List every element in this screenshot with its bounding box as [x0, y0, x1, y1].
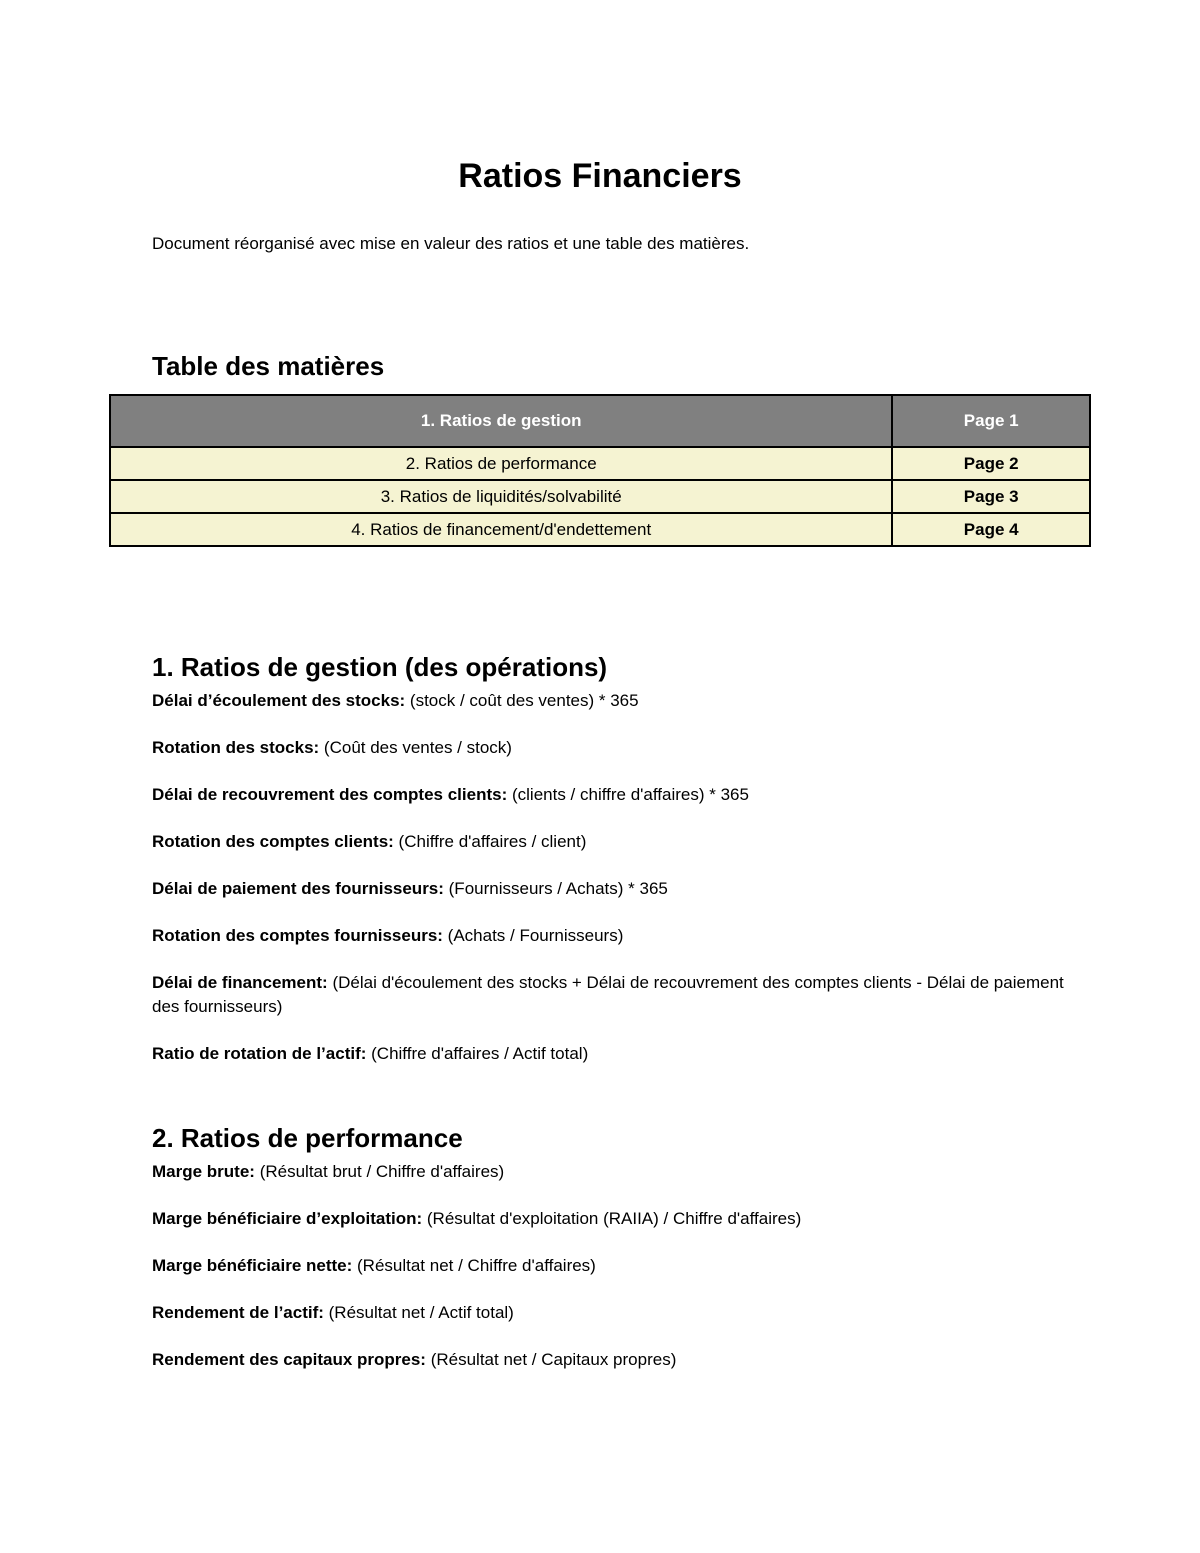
- ratio-name: Marge brute:: [152, 1162, 255, 1181]
- toc-entry-page[interactable]: Page 3: [892, 480, 1090, 513]
- ratio-item: [152, 1160, 1072, 1184]
- ratio-formula: (Coût des ventes / stock): [319, 738, 512, 757]
- ratio-formula: (Résultat net / Capitaux propres): [425, 1350, 677, 1369]
- ratio-name: Rotation des comptes clients:: [152, 832, 394, 851]
- ratio-formula: (Délai d'écoulement des stocks + Délai de recouvrement des comptes clients - Délai de paiement des fournisseurs): [152, 973, 1064, 1016]
- ratio-item: [152, 1207, 1072, 1231]
- document-title: Ratios Financiers: [458, 157, 742, 195]
- ratio-formula: (Résultat net / Actif total): [323, 1303, 514, 1322]
- ratio-name: Marge bénéficiaire nette:: [152, 1256, 353, 1275]
- document-subtitle: Document réorganisé avec mise en valeur des ratios et une table des matières.: [152, 234, 750, 253]
- ratio-item: [152, 971, 1072, 1019]
- ratio-formula: (Résultat net / Chiffre d'affaires): [352, 1256, 596, 1275]
- ratio-item: [152, 1348, 1072, 1372]
- ratio-list: [152, 689, 1072, 1066]
- toc-row[interactable]: [110, 395, 1090, 447]
- ratio-name: Délai de paiement des fournisseurs:: [152, 879, 444, 898]
- ratio-formula: (Chiffre d'affaires / client): [393, 832, 587, 851]
- ratio-name: Rotation des comptes fournisseurs:: [152, 926, 443, 945]
- ratio-list: [152, 1160, 1072, 1372]
- ratio-formula: (Fournisseurs / Achats) * 365: [443, 879, 668, 898]
- toc-table: [109, 394, 1091, 547]
- ratio-name: Marge bénéficiaire d’exploitation:: [152, 1209, 423, 1228]
- ratio-item: [152, 736, 1072, 760]
- ratio-item: [152, 1254, 1072, 1278]
- toc-row[interactable]: [110, 447, 1090, 480]
- ratio-item: [152, 1301, 1072, 1325]
- ratio-name: Délai de recouvrement des comptes clients:: [152, 785, 508, 804]
- ratio-name: Rendement des capitaux propres:: [152, 1350, 426, 1369]
- toc-entry-page[interactable]: Page 2: [892, 447, 1090, 480]
- ratio-formula: (stock / coût des ventes) * 365: [405, 691, 639, 710]
- ratio-name: Rendement de l’actif:: [152, 1303, 324, 1322]
- ratio-name: Rotation des stocks:: [152, 738, 320, 757]
- toc-entry-title[interactable]: 2. Ratios de performance: [110, 447, 892, 480]
- ratio-item: [152, 783, 1072, 807]
- toc-heading: Table des matières: [152, 351, 385, 381]
- ratio-item: [152, 689, 1072, 713]
- toc-row[interactable]: [110, 513, 1090, 546]
- section-ratios-performance: [152, 1120, 1072, 1395]
- toc-entry-title[interactable]: 3. Ratios de liquidités/solvabilité: [110, 480, 892, 513]
- ratio-item: [152, 924, 1072, 948]
- toc-entry-page[interactable]: Page 1: [892, 395, 1090, 447]
- toc-row[interactable]: [110, 480, 1090, 513]
- ratio-item: [152, 1042, 1072, 1066]
- ratio-formula: (Chiffre d'affaires / Actif total): [366, 1044, 589, 1063]
- ratio-formula: (Achats / Fournisseurs): [442, 926, 624, 945]
- ratio-name: Délai de financement:: [152, 973, 328, 992]
- toc-entry-page[interactable]: Page 4: [892, 513, 1090, 546]
- section-heading: 1. Ratios de gestion (des opérations): [152, 652, 608, 682]
- section-ratios-gestion: [152, 649, 1072, 1089]
- ratio-name: Délai d’écoulement des stocks:: [152, 691, 406, 710]
- ratio-formula: (Résultat d'exploitation (RAIIA) / Chiffre d'affaires): [422, 1209, 802, 1228]
- toc-entry-title[interactable]: 4. Ratios de financement/d'endettement: [110, 513, 892, 546]
- ratio-item: [152, 830, 1072, 854]
- toc-entry-title[interactable]: 1. Ratios de gestion: [110, 395, 892, 447]
- ratio-formula: (clients / chiffre d'affaires) * 365: [507, 785, 749, 804]
- ratio-formula: (Résultat brut / Chiffre d'affaires): [254, 1162, 505, 1181]
- ratio-item: [152, 877, 1072, 901]
- section-heading: 2. Ratios de performance: [152, 1123, 463, 1153]
- ratio-name: Ratio de rotation de l’actif:: [152, 1044, 367, 1063]
